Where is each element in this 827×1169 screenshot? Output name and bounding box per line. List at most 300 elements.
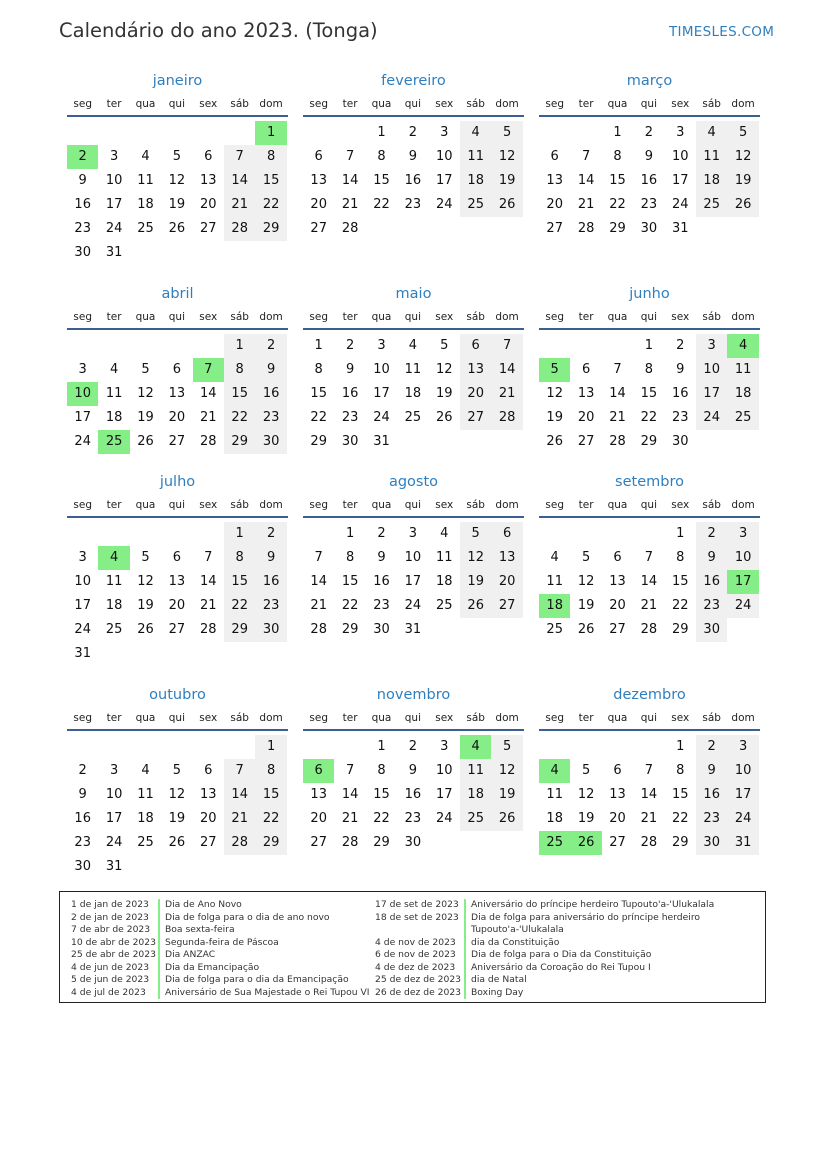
day-cell: 7	[644, 763, 654, 778]
day-cell: 11	[460, 145, 491, 169]
day-cell: 4	[141, 149, 150, 164]
holiday-marker	[464, 912, 466, 925]
header-rule	[539, 115, 760, 117]
day-cell: 30	[640, 221, 658, 236]
day-cell: 7	[224, 145, 255, 169]
day-cell: 11	[546, 574, 563, 589]
weekday-label: seg	[309, 712, 328, 724]
day-cell: 7	[193, 358, 224, 382]
day-cell: 15	[640, 386, 658, 401]
day-cell: 3	[727, 522, 758, 546]
day-cell: 25	[436, 598, 453, 613]
day-cell: 20	[310, 197, 327, 212]
day-cell: 13	[310, 787, 327, 802]
day-cell: 26	[491, 807, 522, 831]
day-cell: 23	[255, 406, 286, 430]
day-cell: 27	[310, 221, 327, 236]
day-cell: 27	[200, 221, 217, 236]
day-cell: 29	[672, 835, 689, 850]
day-cell: 28	[341, 221, 359, 236]
weekday-label: qua	[371, 712, 392, 724]
day-cell: 23	[255, 594, 286, 618]
day-cell: 5	[491, 121, 522, 145]
day-cell: 6	[204, 763, 213, 778]
day-cell: 4	[460, 121, 491, 145]
month-name: abril	[161, 286, 194, 302]
day-cell: 4	[440, 526, 449, 541]
day-cell: 19	[577, 811, 595, 826]
day-cell: 10	[74, 574, 91, 589]
day-cell: 6	[204, 149, 213, 164]
site-link[interactable]: TIMESLES.COM	[669, 24, 775, 40]
day-cell: 8	[377, 149, 386, 164]
day-cell: 18	[105, 410, 123, 425]
month-name: junho	[629, 286, 670, 302]
day-cell: 10	[67, 382, 98, 406]
day-cell: 18	[436, 574, 453, 589]
weekday-label: qua	[607, 311, 628, 323]
weekday-label: sex	[199, 499, 218, 511]
holiday-marker	[158, 924, 160, 937]
day-cell: 27	[491, 594, 522, 618]
day-cell: 29	[310, 434, 327, 449]
day-cell: 5	[539, 358, 570, 382]
day-cell: 20	[200, 197, 217, 212]
weekday-label: sex	[671, 712, 690, 724]
day-cell: 13	[310, 173, 327, 188]
day-cell: 12	[727, 145, 758, 169]
holiday-name: Dia de folga para o dia da Emancipação	[165, 974, 349, 985]
weekday-label: ter	[106, 311, 122, 323]
day-cell: 11	[105, 386, 123, 401]
day-cell: 19	[168, 197, 186, 212]
day-cell: 13	[577, 386, 595, 401]
holiday-marker	[158, 899, 160, 912]
day-cell: 6	[550, 149, 559, 164]
header-rule	[303, 328, 524, 330]
page-title: Calendário do ano 2023. (Tonga)	[59, 19, 378, 42]
weekday-label: ter	[106, 712, 122, 724]
day-cell: 28	[310, 622, 327, 637]
day-cell: 17	[74, 410, 91, 425]
day-cell: 14	[224, 783, 255, 807]
weekday-label: qua	[135, 98, 156, 110]
day-cell: 25	[137, 835, 154, 850]
weekday-label: qua	[607, 712, 628, 724]
day-cell: 10	[436, 763, 453, 778]
day-cell: 12	[436, 362, 453, 377]
holiday-date: 26 de dez de 2023	[375, 986, 462, 998]
day-cell: 24	[727, 807, 758, 831]
day-cell: 25	[105, 622, 123, 637]
month-name: maio	[395, 286, 432, 302]
day-cell: 1	[255, 735, 286, 759]
day-cell: 29	[609, 221, 626, 236]
day-cell: 20	[460, 382, 491, 406]
weekday-label: sex	[199, 98, 218, 110]
day-cell: 8	[255, 145, 286, 169]
weekday-label: ter	[342, 311, 358, 323]
holiday-date: 1 de jan de 2023	[71, 899, 149, 910]
holiday-date: 10 de abr de 2023	[71, 936, 156, 948]
day-cell: 27	[168, 622, 186, 637]
weekday-label: sex	[435, 712, 454, 724]
day-cell: 18	[105, 598, 123, 613]
day-cell: 2	[408, 125, 418, 140]
weekday-label: seg	[545, 499, 564, 511]
day-cell: 25	[546, 622, 563, 637]
holiday-date: 7 de abr de 2023	[71, 924, 151, 935]
day-cell: 13	[200, 173, 217, 188]
day-cell: 12	[577, 574, 595, 589]
day-cell: 11	[727, 358, 758, 382]
weekday-label: sáb	[702, 499, 721, 511]
day-cell: 22	[224, 594, 255, 618]
holiday-marker	[464, 899, 466, 912]
day-cell: 23	[696, 594, 727, 618]
day-cell: 19	[546, 410, 563, 425]
holiday-name: Dia ANZAC	[165, 949, 216, 960]
weekday-label: ter	[578, 311, 594, 323]
day-cell: 5	[581, 550, 591, 565]
day-cell: 4	[408, 338, 418, 353]
day-cell: 24	[727, 594, 758, 618]
holiday-date: 25 de dez de 2023	[375, 974, 462, 985]
day-cell: 2	[644, 125, 654, 140]
day-cell: 4	[98, 546, 129, 570]
header-rule	[539, 516, 760, 518]
day-cell: 30	[696, 618, 727, 642]
day-cell: 31	[404, 622, 422, 637]
day-cell: 3	[440, 125, 449, 140]
holiday-name: Dia de Ano Novo	[165, 899, 242, 910]
holiday-date: 4 de jul de 2023	[71, 986, 146, 998]
weekday-label: dom	[731, 311, 755, 323]
day-cell: 27	[310, 835, 327, 850]
day-cell: 6	[303, 759, 334, 783]
day-cell: 7	[613, 362, 622, 377]
day-cell: 4	[460, 735, 491, 759]
day-cell: 21	[491, 382, 522, 406]
day-cell: 21	[609, 410, 626, 425]
day-cell: 10	[696, 358, 727, 382]
weekday-label: sex	[671, 499, 690, 511]
weekday-label: qui	[640, 98, 657, 110]
day-cell: 4	[539, 759, 570, 783]
day-cell: 10	[373, 362, 390, 377]
day-cell: 18	[539, 594, 570, 618]
holiday-date: 4 de jun de 2023	[71, 961, 150, 973]
day-cell: 20	[168, 410, 186, 425]
weekday-label: qui	[640, 311, 657, 323]
weekday-label: qua	[371, 311, 392, 323]
day-cell: 26	[168, 221, 186, 236]
day-cell: 19	[577, 598, 595, 613]
day-cell: 21	[310, 598, 327, 613]
holiday-marker	[464, 937, 466, 950]
day-cell: 1	[644, 338, 654, 353]
day-cell: 17	[727, 783, 758, 807]
holiday-name: Segunda-feira de Páscoa	[165, 936, 279, 948]
holiday-marker	[464, 949, 466, 962]
day-cell: 11	[404, 362, 422, 377]
weekday-label: qua	[135, 499, 156, 511]
day-cell: 2	[696, 735, 727, 759]
day-cell: 5	[460, 522, 491, 546]
day-cell: 31	[105, 245, 123, 260]
day-cell: 16	[255, 382, 286, 406]
day-cell: 25	[539, 831, 570, 855]
day-cell: 17	[727, 570, 758, 594]
day-cell: 11	[460, 759, 491, 783]
day-cell: 14	[609, 386, 626, 401]
weekday-label: ter	[106, 98, 122, 110]
day-cell: 15	[672, 574, 689, 589]
day-cell: 23	[696, 807, 727, 831]
holiday-name: Aniversário de Sua Majestade o Rei Tupou VI	[165, 986, 370, 998]
weekday-label: sáb	[466, 311, 485, 323]
day-cell: 24	[373, 410, 390, 425]
weekday-label: dom	[731, 98, 755, 110]
day-cell: 22	[373, 197, 390, 212]
weekday-label: sáb	[466, 98, 485, 110]
weekday-label: sáb	[466, 712, 485, 724]
day-cell: 16	[696, 783, 727, 807]
day-cell: 29	[224, 430, 255, 454]
day-cell: 16	[373, 574, 390, 589]
day-cell: 6	[613, 550, 622, 565]
day-cell: 21	[640, 598, 658, 613]
day-cell: 20	[310, 811, 327, 826]
day-cell: 28	[200, 622, 217, 637]
weekday-label: sáb	[702, 712, 721, 724]
day-cell: 8	[224, 546, 255, 570]
day-cell: 10	[404, 550, 422, 565]
day-cell: 12	[460, 546, 491, 570]
day-cell: 21	[577, 197, 595, 212]
day-cell: 23	[74, 835, 91, 850]
day-cell: 28	[491, 406, 522, 430]
day-cell: 16	[404, 173, 422, 188]
day-cell: 12	[577, 787, 595, 802]
holiday-legend	[59, 891, 766, 1003]
day-cell: 19	[727, 169, 758, 193]
day-cell: 2	[408, 739, 418, 754]
day-cell: 18	[137, 197, 154, 212]
weekday-label: sex	[435, 98, 454, 110]
day-cell: 4	[109, 362, 119, 377]
weekday-label: seg	[309, 499, 328, 511]
day-cell: 8	[676, 763, 685, 778]
day-cell: 27	[609, 622, 626, 637]
day-cell: 5	[172, 763, 182, 778]
holiday-date: 2 de jan de 2023	[71, 911, 149, 923]
day-cell: 9	[78, 173, 87, 188]
weekday-label: dom	[259, 712, 283, 724]
weekday-label: qui	[404, 98, 421, 110]
day-cell: 7	[491, 334, 522, 358]
weekday-label: sex	[671, 98, 690, 110]
day-cell: 23	[672, 410, 689, 425]
day-cell: 7	[204, 550, 213, 565]
weekday-label: sáb	[230, 98, 249, 110]
day-cell: 31	[727, 831, 758, 855]
day-cell: 5	[172, 149, 182, 164]
day-cell: 10	[727, 546, 758, 570]
month-name: dezembro	[613, 687, 686, 703]
day-cell: 28	[224, 217, 255, 241]
day-cell: 25	[98, 430, 129, 454]
weekday-label: qui	[168, 712, 185, 724]
day-cell: 2	[255, 522, 286, 546]
month-name: janeiro	[152, 73, 203, 89]
day-cell: 28	[577, 221, 595, 236]
day-cell: 20	[546, 197, 563, 212]
day-cell: 15	[255, 783, 286, 807]
holiday-name: Dia de folga para o Dia da Constituição	[471, 949, 652, 960]
weekday-label: qua	[135, 311, 156, 323]
holiday-name: dia de Natal	[471, 974, 527, 985]
day-cell: 22	[310, 410, 327, 425]
day-cell: 29	[224, 618, 255, 642]
day-cell: 1	[613, 125, 622, 140]
day-cell: 2	[345, 338, 355, 353]
day-cell: 31	[672, 221, 689, 236]
day-cell: 26	[137, 622, 154, 637]
day-cell: 17	[105, 197, 123, 212]
day-cell: 12	[168, 787, 186, 802]
weekday-label: sex	[671, 311, 690, 323]
day-cell: 25	[404, 410, 422, 425]
day-cell: 26	[137, 434, 154, 449]
day-cell: 30	[255, 430, 286, 454]
day-cell: 14	[640, 574, 658, 589]
day-cell: 8	[314, 362, 323, 377]
day-cell: 2	[78, 763, 87, 778]
weekday-label: qui	[168, 311, 185, 323]
day-cell: 6	[491, 522, 522, 546]
month-name: outubro	[149, 687, 206, 703]
holiday-name: Dia de folga para aniversário do príncipe herdeiro	[471, 911, 701, 923]
day-cell: 8	[613, 149, 622, 164]
day-cell: 9	[377, 550, 386, 565]
header-rule	[67, 115, 288, 117]
day-cell: 24	[696, 406, 727, 430]
day-cell: 24	[672, 197, 689, 212]
day-cell: 3	[727, 735, 758, 759]
day-cell: 8	[224, 358, 255, 382]
weekday-label: qui	[640, 712, 657, 724]
holiday-date: 4 de dez de 2023	[375, 961, 456, 973]
weekday-label: ter	[578, 712, 594, 724]
weekday-label: qui	[168, 499, 185, 511]
day-cell: 7	[224, 759, 255, 783]
day-cell: 19	[460, 570, 491, 594]
weekday-label: dom	[731, 499, 755, 511]
day-cell: 7	[581, 149, 591, 164]
day-cell: 29	[373, 835, 390, 850]
weekday-label: sáb	[230, 311, 249, 323]
day-cell: 1	[377, 125, 386, 140]
day-cell: 3	[696, 334, 727, 358]
day-cell: 2	[255, 334, 286, 358]
weekday-label: qua	[371, 499, 392, 511]
day-cell: 30	[74, 245, 91, 260]
day-cell: 24	[404, 598, 422, 613]
day-cell: 13	[168, 386, 186, 401]
day-cell: 9	[408, 149, 418, 164]
holiday-name: Aniversário da Coroação do Rei Tupou I	[471, 961, 651, 973]
weekday-label: qua	[607, 98, 628, 110]
day-cell: 14	[200, 386, 217, 401]
day-cell: 30	[696, 831, 727, 855]
holiday-name: Tupouto'a-'Ulukalala	[471, 924, 564, 935]
holiday-date: 17 de set de 2023	[375, 899, 459, 910]
day-cell: 23	[404, 197, 422, 212]
day-cell: 2	[696, 522, 727, 546]
weekday-label: sex	[435, 311, 454, 323]
day-cell: 26	[546, 434, 563, 449]
day-cell: 8	[676, 550, 685, 565]
holiday-marker	[158, 962, 160, 975]
day-cell: 14	[200, 574, 217, 589]
day-cell: 21	[224, 193, 255, 217]
weekday-label: ter	[578, 499, 594, 511]
weekday-label: dom	[259, 98, 283, 110]
day-cell: 22	[609, 197, 626, 212]
day-cell: 12	[137, 574, 154, 589]
weekday-label: qui	[168, 98, 185, 110]
weekday-label: seg	[73, 499, 92, 511]
day-cell: 2	[377, 526, 386, 541]
day-cell: 21	[640, 811, 658, 826]
day-cell: 16	[74, 811, 91, 826]
day-cell: 4	[727, 334, 758, 358]
day-cell: 23	[373, 598, 390, 613]
day-cell: 16	[696, 570, 727, 594]
day-cell: 13	[609, 787, 626, 802]
day-cell: 22	[341, 598, 359, 613]
day-cell: 1	[377, 739, 386, 754]
weekday-label: sáb	[230, 712, 249, 724]
day-cell: 17	[696, 382, 727, 406]
day-cell: 1	[224, 522, 255, 546]
day-cell: 19	[436, 386, 453, 401]
day-cell: 27	[460, 406, 491, 430]
day-cell: 15	[609, 173, 626, 188]
day-cell: 14	[341, 173, 359, 188]
day-cell: 17	[436, 787, 453, 802]
holiday-date: 6 de nov de 2023	[375, 949, 456, 960]
day-cell: 3	[440, 739, 449, 754]
weekday-label: dom	[495, 712, 519, 724]
header-rule	[67, 729, 288, 731]
holiday-name: Boa sexta-feira	[165, 924, 235, 935]
day-cell: 30	[672, 434, 689, 449]
day-cell: 17	[404, 574, 422, 589]
holiday-marker	[158, 937, 160, 950]
day-cell: 3	[377, 338, 386, 353]
day-cell: 12	[546, 386, 563, 401]
weekday-label: ter	[106, 499, 122, 511]
day-cell: 24	[105, 221, 123, 236]
day-cell: 14	[310, 574, 327, 589]
day-cell: 26	[577, 622, 595, 637]
day-cell: 8	[255, 759, 286, 783]
day-cell: 28	[640, 622, 658, 637]
day-cell: 18	[404, 386, 422, 401]
weekday-label: sáb	[702, 311, 721, 323]
